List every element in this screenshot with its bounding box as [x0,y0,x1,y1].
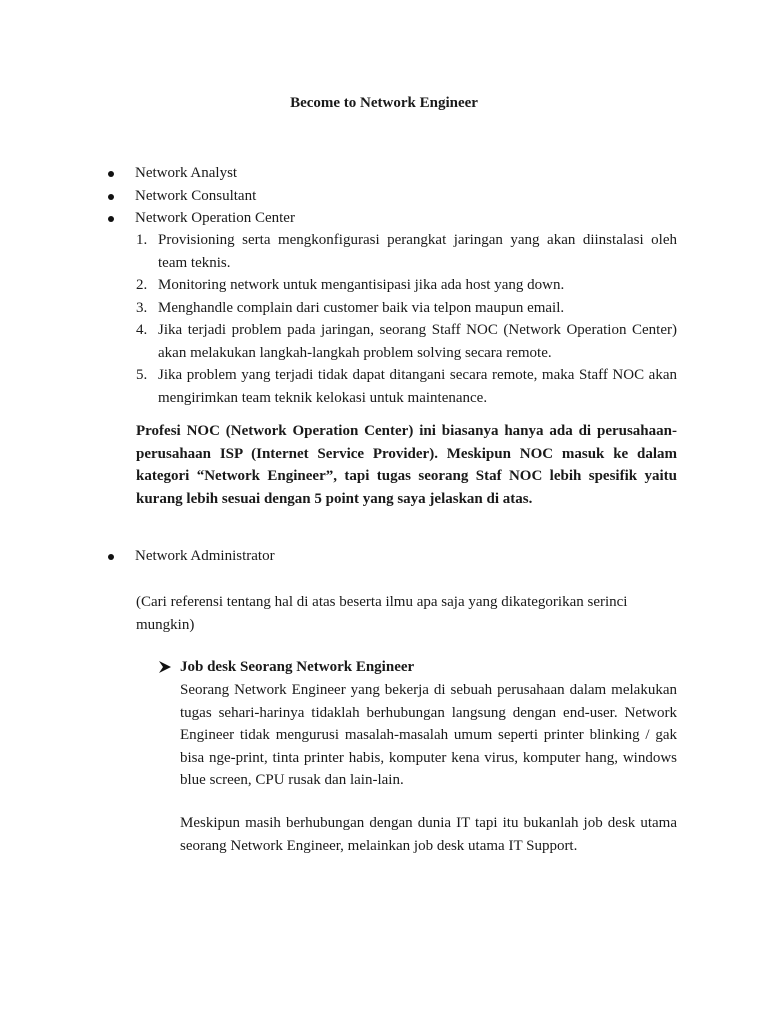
list-item [108,545,678,568]
list-item [108,162,678,185]
bullet-icon [108,554,114,560]
arrowhead-bullet-icon [158,660,172,674]
list-item [136,274,677,297]
noc-task-list [136,229,677,409]
list-number: 3. [136,299,148,316]
list-item-text: Jika problem yang terjadi tidak dapat ditangani secara remote, maka Staff NOC akan mengirimkan team teknik kelokasi untuk maintenance. [158,367,677,406]
bullet-icon [108,171,114,177]
list-number: 2. [136,277,148,293]
admin-bullet-list [108,545,678,568]
bullet-text: Network Administrator [135,548,275,564]
job-desk-paragraph: Seorang Network Engineer yang bekerja di sebuah perusahaan dalam melakukan tugas sehari-harinya tidaklah berhubungan langsung dengan end-user. Network Engineer tidak mengurusi masalah-masalah umum seperti printer blinking / gak bisa nge-print, tinta printer habis, komputer kena virus, komputer hang, windows blue screen, CPU rusak dan lain-lain. [180,682,677,788]
role-bullet-list [108,162,678,230]
list-item [136,319,677,364]
list-number: 4. [136,322,148,338]
list-item-text: Monitoring network untuk mengantisipasi jika ada host yang down. [158,277,565,293]
list-item [108,207,678,230]
list-number: 5. [136,367,148,383]
bullet-text: Network Consultant [135,187,257,204]
list-item-text: Provisioning serta mengkonfigurasi perangkat jaringan yang akan diinstalasi oleh team teknis. [158,232,677,271]
bullet-text: Network Operation Center [135,210,295,226]
list-item [108,185,678,208]
job-desk-paragraph: Meskipun masih berhubungan dengan dunia IT tapi itu bukanlah job desk utama seorang Network Engineer, melainkan job desk utama IT Support. [180,815,677,854]
list-item [136,229,677,274]
list-item [136,297,677,320]
bullet-icon [108,194,114,200]
list-item-text: Jika terjadi problem pada jaringan, seorang Staff NOC (Network Operation Center) akan melakukan langkah-langkah problem solving secara remote. [158,322,677,361]
bullet-icon [108,216,114,222]
noc-paragraph: Profesi NOC (Network Operation Center) ini biasanya hanya ada di perusahaan-perusahaan ISP (Internet Service Provider). Meskipun NOC masuk ke dalam kategori “Network Engineer”, tapi tugas seorang Staf NOC lebih spesifik yaitu kurang lebih sesuai dengan 5 point yang saya jelaskan di atas. [136,423,677,507]
list-number: 1. [136,232,148,248]
bullet-text: Network Analyst [135,165,238,181]
page-title: Become to Network Engineer [290,95,478,111]
list-item-text: Menghandle complain dari customer baik via telpon maupun email. [158,299,565,316]
list-item [136,364,677,409]
job-desk-heading-text: Job desk Seorang Network Engineer [180,659,415,675]
reference-note: (Cari referensi tentang hal di atas beserta ilmu apa saja yang dikategorikan serinci mungkin) [136,594,628,633]
